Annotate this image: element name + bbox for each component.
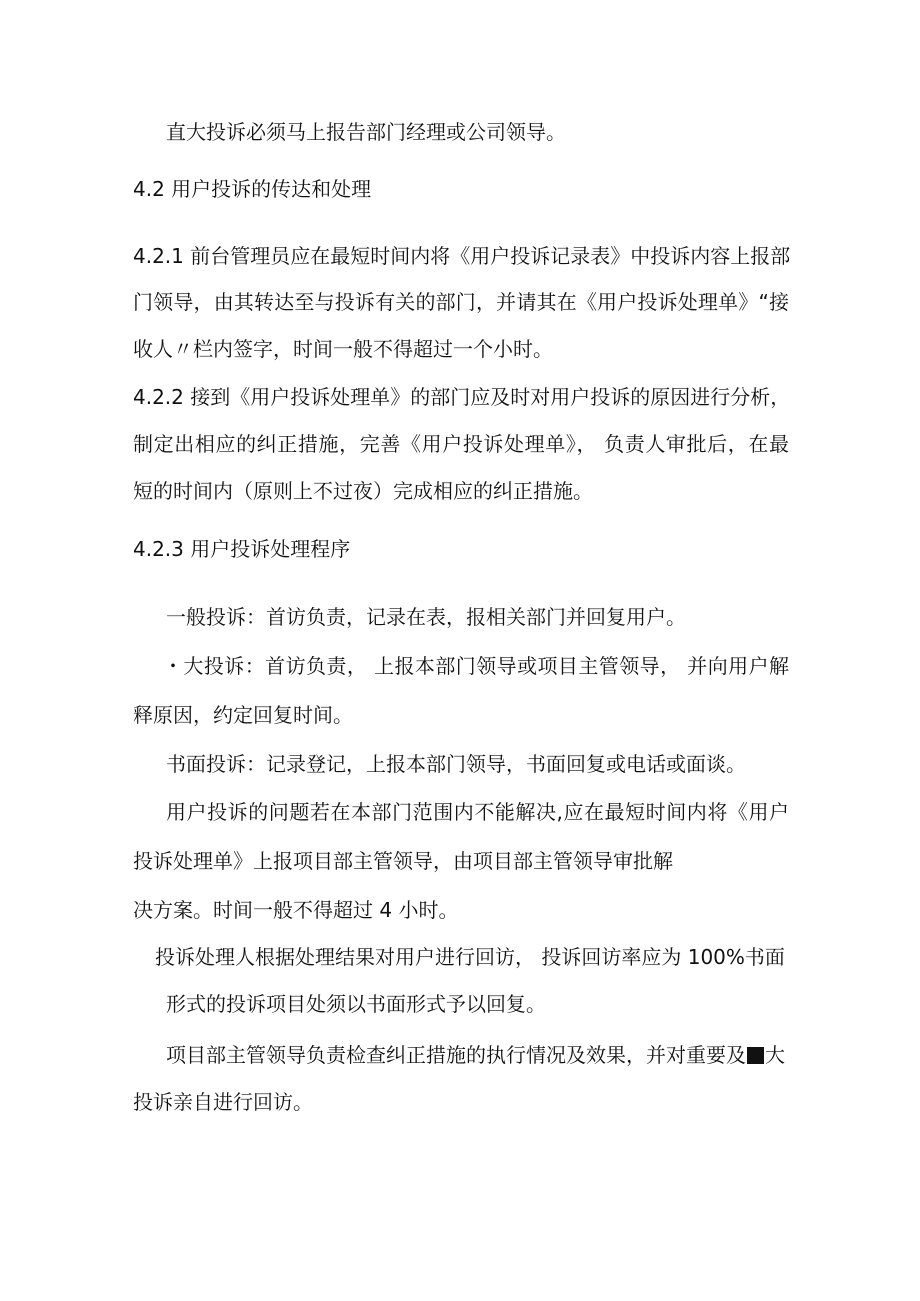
text-segment: 项目部主管领导负责检查纠正措施的执行情况及效果，并对重要及 <box>166 1043 746 1067</box>
redaction-block <box>747 1047 764 1064</box>
text-line: 投诉处理单》上报项目部主管领导，由项目部主管领导审批解 <box>133 849 673 873</box>
text-line: 释原因，约定回复时间。 <box>133 703 353 727</box>
text-line: 直大投诉必须马上报告部门经理或公司领导。 <box>166 120 566 144</box>
text-line: ・大投诉：首访负责， 上报本部门领导或项目主管领导， 并向用户解 <box>163 654 789 678</box>
text-line: 制定出相应的纠正措施，完善《用户投诉处理单》， 负责人审批后，在最 <box>133 432 789 456</box>
text-segment: 大 <box>765 1043 785 1067</box>
text-line: 用户投诉的问题若在本部门范围内不能解决,应在最短时间内将《用户 <box>166 800 789 824</box>
text-line: 投诉亲自进行回访。 <box>133 1090 313 1114</box>
text-line: 一般投诉：首访负责，记录在表，报相关部门并回复用户。 <box>166 605 686 629</box>
text-line: 收人〃栏内签字，时间一般不得超过一个小时。 <box>133 337 553 361</box>
text-line <box>166 1041 785 1069</box>
text-line: 形式的投诉项目处须以书面形式予以回复。 <box>166 992 546 1016</box>
text-line: 书面投诉：记录登记，上报本部门领导，书面回复或电话或面谈。 <box>166 752 746 776</box>
text-line: 4.2.2 接到《用户投诉处理单》的部门应及时对用户投诉的原因进行分析， <box>133 385 791 409</box>
section-heading: 4.2 用户投诉的传达和处理 <box>133 177 372 201</box>
text-line: 投诉处理人根据处理结果对用户进行回访， 投诉回访率应为 100%书面 <box>155 945 785 969</box>
text-line: 门领导，由其转达至与投诉有关的部门，并请其在《用户投诉处理单》“接 <box>133 290 789 314</box>
text-line: 决方案。时间一般不得超过 4 小时。 <box>133 898 459 922</box>
text-line: 短的时间内（原则上不过夜）完成相应的纠正措施。 <box>133 479 593 503</box>
section-heading: 4.2.3 用户投诉处理程序 <box>133 537 351 561</box>
text-line: 4.2.1 前台管理员应在最短时间内将《用户投诉记录表》中投诉内容上报部 <box>133 244 791 268</box>
